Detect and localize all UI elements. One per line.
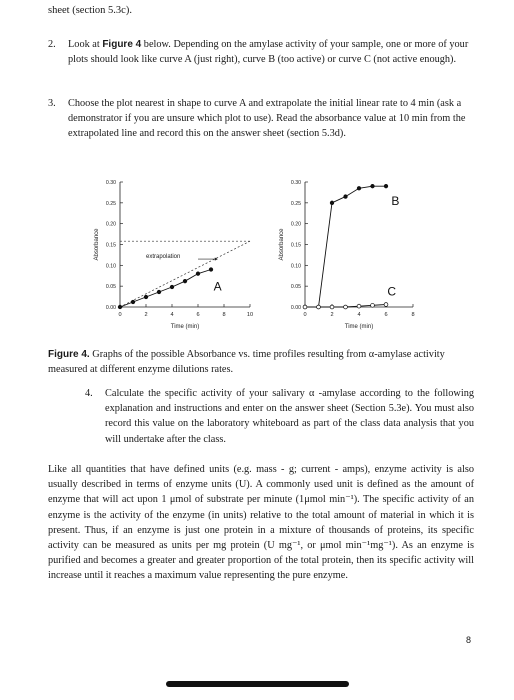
x-tick-label: 4 [170,312,174,318]
y-tick-label: 0.20 [105,221,116,228]
extrapolation-line [120,241,250,307]
figure-reference: Figure 4 [102,39,142,50]
instruction-item-3 [48,96,474,142]
y-tick-label: 0.10 [290,263,301,270]
x-tick-label: 0 [118,312,122,318]
data-point-C [330,305,334,309]
data-point-C [317,305,321,309]
figure-chart-a [80,172,260,344]
y-tick-label: 0.15 [105,242,116,249]
x-tick-label: 2 [144,312,148,318]
data-point-A [209,268,213,272]
caption-text: Graphs of the possible Absorbance vs. time profiles resulting from α-amylase activity measured at different enzyme dilutions rates. [48,349,445,376]
data-point-C [303,305,307,309]
enzyme-units-paragraph: Like all quantities that have defined units (e.g. mass - g; current - amps), enzyme activity is also usually described in terms of enzyme units (U). A commonly used unit is defined as the amount of enzyme that will act upon 1 μmol of substrate per minute (1μmol min⁻¹). The specific activity of an enzyme is the activity of the enzyme (in units) relative to the total amount of material in which it is present. Thus, if an enzyme is just one protein in a mixture of thousands of proteins, its specific activity can be measured as units per mg protein (U mg⁻¹, or μmol min⁻¹mg⁻¹). As an enzyme is purified and becomes a greater and greater proportion of the total protein, then its specific activity will increase until it reaches a maximum value representing the pure enzyme. [48,464,474,582]
x-tick-label: 6 [384,312,388,318]
data-point-C [371,303,375,307]
data-point-A [183,279,187,283]
y-tick-label: 0.30 [105,180,116,186]
curve-label-A: A [213,279,222,294]
data-point-B [371,184,375,188]
data-point-B [357,186,361,190]
x-axis-label: Time (min) [170,324,200,330]
y-tick-label: 0.10 [105,263,116,270]
figure-chart-bc [265,172,425,344]
instruction-item-4 [85,386,474,447]
data-point-A [170,285,174,289]
caption-label: Figure 4. [48,349,90,360]
data-point-B [344,195,348,199]
x-tick-label: 2 [330,312,334,318]
item-number: 4. [85,388,93,399]
x-tick-label: 6 [196,312,200,318]
y-axis-label: Absorbance [94,228,100,261]
data-point-C [357,304,361,308]
figure-caption [48,347,474,377]
item-text-post: below. Depending on the amylase activity of your sample, one or more of your plots should look like curve A (just right), curve B (too active) or curve C (not active enough). [68,39,469,66]
y-tick-label: 0.25 [290,200,301,207]
x-tick-label: 0 [303,312,307,318]
item-text: Calculate the specific activity of your salivary α -amylase according to the following explanation and instructions and enter on the answer sheet (Section 5.3e). You must also record this value on the laboratory whiteboard as part of the class data analysis that you will undertake after the class. [105,388,474,445]
y-tick-label: 0.15 [290,242,301,249]
page-top-text: sheet (section 5.3c). [48,5,132,16]
y-tick-label: 0.25 [105,200,116,207]
series-line-B [305,186,386,307]
item-text-pre: Look at [68,39,103,50]
curve-label-C: C [387,284,397,299]
item-number: 3. [48,98,56,109]
data-point-B [384,184,388,188]
y-axis-label: Absorbance [279,228,285,261]
data-point-C [384,303,388,307]
extrapolation-annotation: extrapolation [146,253,181,260]
curve-label-B: B [391,193,400,208]
y-tick-label: 0.00 [290,305,301,311]
item-text: Choose the plot nearest in shape to curve A and extrapolate the initial linear rate to 4 min (ask a demonstrator if you are unsure which plot to use). Read the absorbance value at 10 min from the extrapolated line and record this on the answer sheet (section 5.3d). [68,98,466,140]
data-point-A [157,290,161,294]
page-number: 8 [466,635,472,645]
home-indicator-bar[interactable] [166,681,349,687]
y-tick-label: 0.05 [105,284,116,291]
item-number: 2. [48,39,56,50]
y-tick-label: 0.30 [290,180,301,186]
data-point-A [196,272,200,276]
data-point-A [144,295,148,299]
y-tick-label: 0.20 [290,221,301,228]
instruction-item-2 [48,37,474,67]
data-point-A [118,305,122,309]
x-axis-label: Time (min) [344,324,374,330]
x-tick-label: 10 [246,312,254,318]
data-point-C [344,305,348,309]
y-tick-label: 0.00 [105,305,116,311]
data-point-A [131,300,135,304]
data-point-B [330,201,334,205]
x-tick-label: 8 [411,312,415,318]
x-tick-label: 8 [222,312,226,318]
y-tick-label: 0.05 [290,284,301,291]
x-tick-label: 4 [357,312,361,318]
